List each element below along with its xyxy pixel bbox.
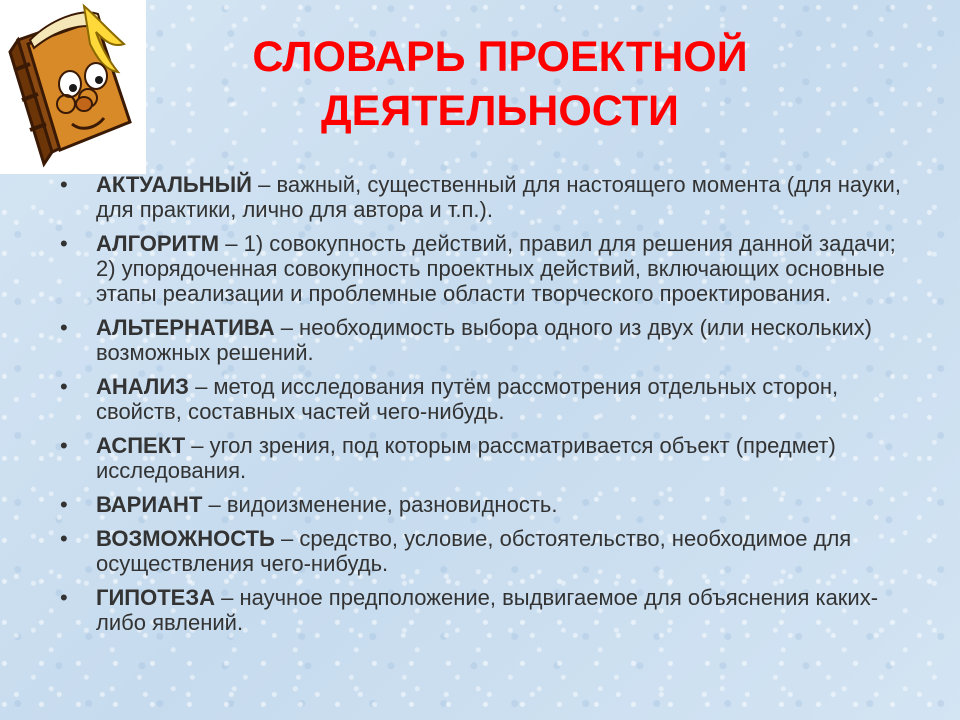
bullet-icon: •: [60, 433, 68, 458]
list-item: [58, 172, 918, 222]
term-definition: – необходимость выбора одного из двух (или нескольких) возможных решений.: [96, 315, 872, 365]
term-definition: – научное предположение, выдвигаемое для объяснения каких-либо явлений.: [96, 585, 879, 635]
term-word: ВАРИАНТ: [96, 492, 203, 517]
title-line-1: СЛОВАРЬ ПРОЕКТНОЙ: [252, 33, 748, 81]
term-word: АЛГОРИТМ: [96, 231, 220, 256]
term-definition: – 1) совокупность действий, правил для решения данной задачи; 2) упорядоченная совокупность проектных действий, включающих основные этапы реализации и проблемные области творческого проектирования.: [96, 231, 896, 306]
term-definition: – видоизменение, разновидность.: [202, 492, 558, 517]
term-definition: – угол зрения, под которым рассматривается объект (предмет) исследования.: [96, 433, 836, 483]
bullet-icon: •: [60, 585, 68, 610]
list-item: [58, 315, 918, 365]
bullet-icon: •: [60, 492, 68, 517]
list-item: [58, 374, 918, 424]
list-item: [58, 526, 918, 576]
term-definition: – важный, существенный для настоящего момента (для науки, для практики, лично для автора и т.п.).: [96, 172, 901, 222]
term-definition: – метод исследования путём рассмотрения отдельных сторон, свойств, составных частей чего-нибудь.: [96, 374, 839, 424]
term-word: АЛЬТЕРНАТИВА: [96, 315, 275, 340]
title-line-2: ДЕЯТЕЛЬНОСТИ: [321, 87, 679, 135]
page-title: [150, 30, 850, 138]
list-item: [58, 492, 918, 517]
term-word: АКТУАЛЬНЫЙ: [96, 172, 252, 197]
glossary-list: [58, 172, 918, 644]
term-word: ВОЗМОЖНОСТЬ: [96, 526, 275, 551]
bullet-icon: •: [60, 231, 68, 256]
bullet-icon: •: [60, 172, 68, 197]
term-word: ГИПОТЕЗА: [96, 585, 215, 610]
list-item: [58, 585, 918, 635]
term-word: АСПЕКТ: [96, 433, 186, 458]
bullet-icon: •: [60, 315, 68, 340]
list-item: [58, 231, 918, 306]
bullet-icon: •: [60, 374, 68, 399]
book-mascot-icon: [0, 0, 146, 174]
term-definition: – средство, условие, обстоятельство, необходимое для осуществления чего-нибудь.: [96, 526, 852, 576]
list-item: [58, 433, 918, 483]
bullet-icon: •: [60, 526, 68, 551]
term-word: АНАЛИЗ: [96, 374, 189, 399]
